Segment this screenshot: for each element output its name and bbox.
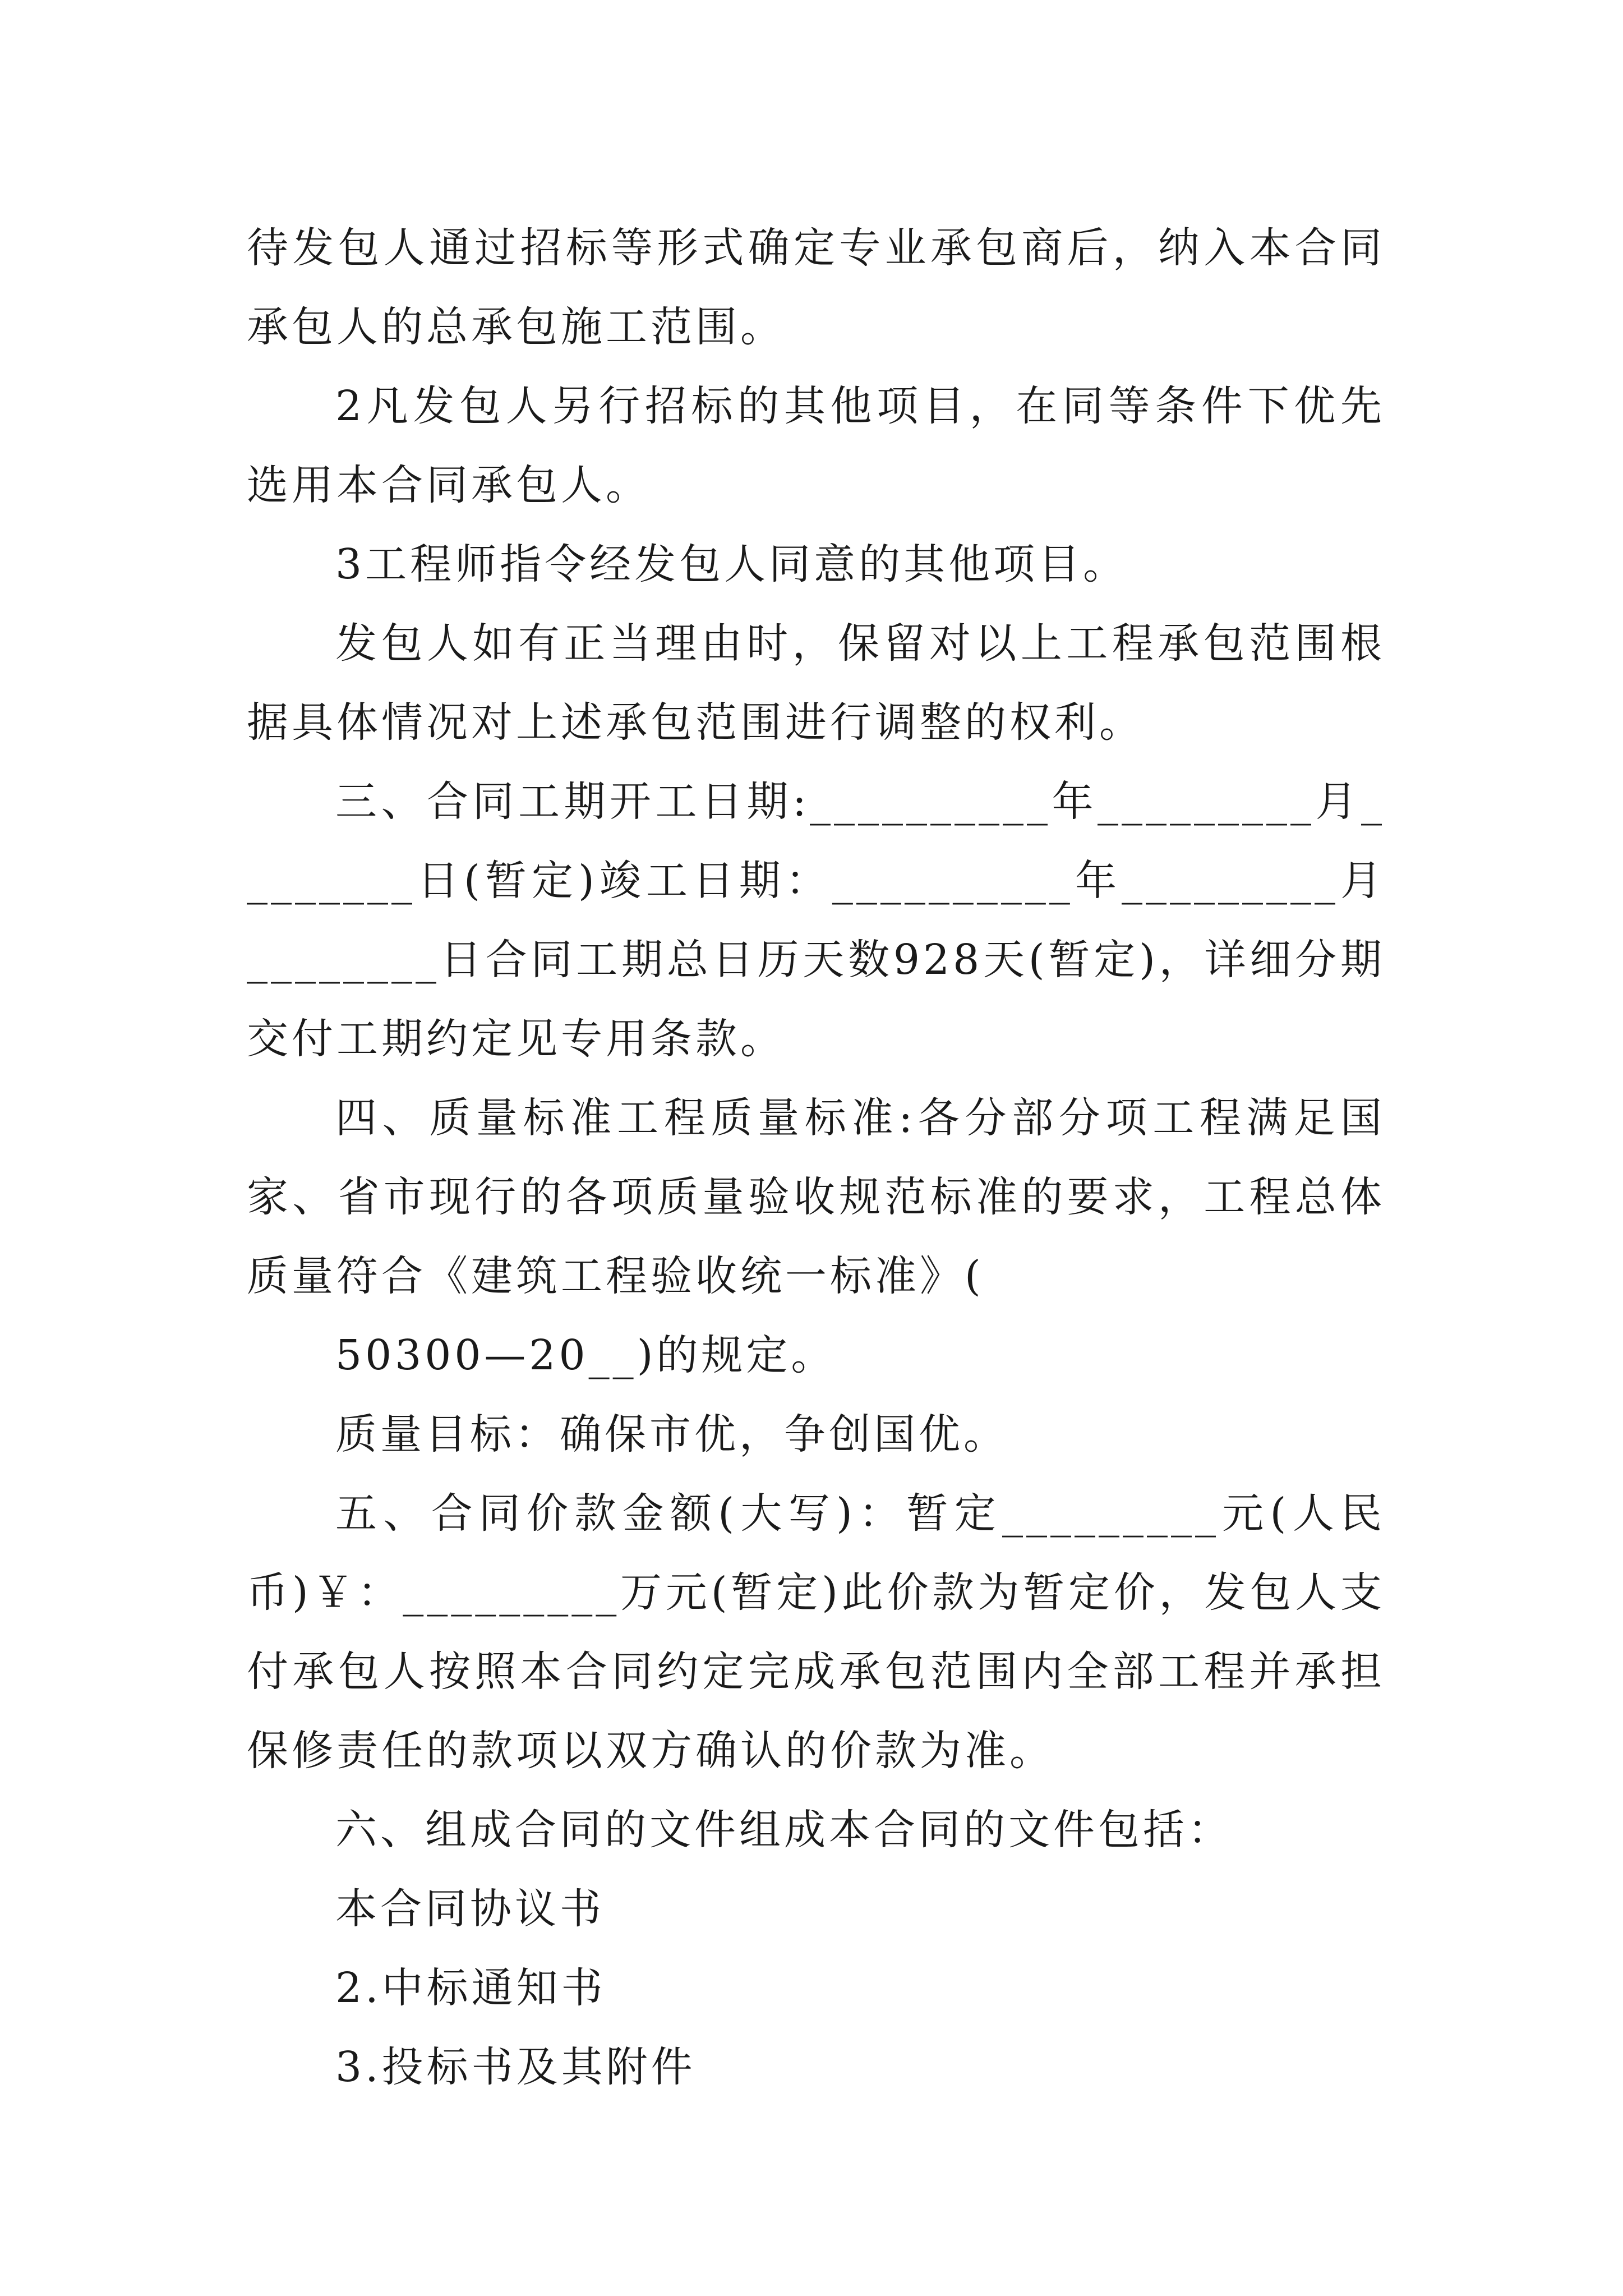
paragraph-standard-number: 50300—20__)的规定。 [335,1331,836,1379]
document-body [247,209,1385,2107]
paragraph-scope-continuation: 待发包人通过招标等形式确定专业承包商后，纳入本合同承包人的总承包施工范围。 [247,224,1385,351]
paragraph-item-2: 2凡发包人另行招标的其他项目，在同等条件下优先选用本合同承包人。 [247,382,1385,509]
paragraph-quality-goal: 质量目标：确保市优，争创国优。 [335,1410,1008,1458]
paragraph-section-4-quality: 四、质量标准工程质量标准:各分部分项工程满足国家、省市现行的各项质量验收规范标准的要求，工程总体质量符合《建筑工程验收统一标准》( [247,1094,1385,1300]
list-item-agreement: 本合同协议书 [335,1885,605,1933]
paragraph-item-3: 3工程师指令经发包人同意的其他项目。 [335,540,1128,588]
list-item-bid-documents: 3.投标书及其附件 [335,2043,696,2091]
paragraph-section-5-price: 五、合同价款金额(大写)：暂定_________元(人民币)￥：_________万元(暂定)此价款为暂定价，发包人支付承包人按照本合同约定完成承包范围内全部工程并承担保修责任的款项以双方确认的价款为准。 [247,1489,1385,1775]
paragraph-section-3-schedule: 三、合同工期开工日期:__________年_________月________日(暂定)竣工日期：__________年_________月________日合同工期总日历天数928天(暂定)，详细分期交付工期约定见专用条款。 [247,777,1385,1063]
paragraph-adjustment-right: 发包人如有正当理由时，保留对以上工程承包范围根据具体情况对上述承包范围进行调整的权利。 [247,619,1385,747]
list-item-award-notice: 2.中标通知书 [335,1964,606,2012]
paragraph-section-6-documents: 六、组成合同的文件组成本合同的文件包括： [335,1806,1233,1854]
